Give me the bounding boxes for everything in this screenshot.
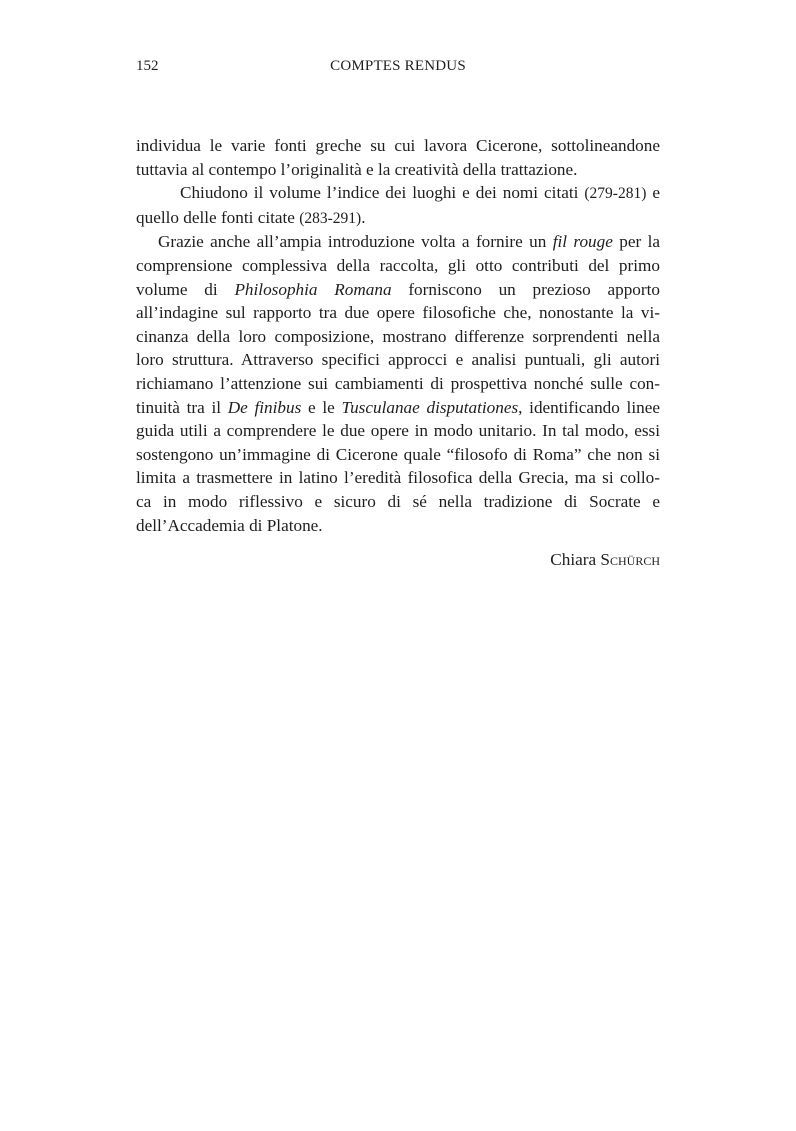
- italic-title: Philosophia Romana: [234, 279, 392, 299]
- running-head: [136, 58, 660, 78]
- paragraph-2: [136, 181, 660, 230]
- text-line: comprensione complessiva della raccolta, gli otto contributi del primo: [136, 255, 660, 275]
- author-first-name: Chiara: [550, 550, 597, 569]
- italic-title: De finibus: [227, 397, 302, 417]
- text-line: limita a trasmettere in latino l’eredità filosofica della Grecia, ma si collo-: [136, 468, 660, 488]
- text-line: individua le varie fonti greche su cui lavora Cicerone, sottolineandone: [136, 136, 660, 155]
- author-signature: [550, 550, 660, 570]
- text-line: richiamano l’attenzione sui cambiamenti di prospettiva nonché sulle con-: [136, 373, 660, 393]
- text-line: all’indagine sul rapporto tra due opere filosofiche che, nonostante la vi-: [136, 303, 660, 323]
- author-last-name: Schürch: [600, 550, 660, 569]
- text-line: cinanza della loro composizione, mostrano differenze sorprendenti nella: [136, 326, 660, 346]
- text-line: tuttavia al contempo l’originalità e la creatività della trattazione.: [136, 159, 578, 179]
- text-line: Chiudono il volume l’indice dei luoghi e dei nomi citati (279-281) e: [180, 183, 660, 203]
- text-line: ca in modo riflessivo e sicuro di sé nella tradizione di Socrate e: [136, 491, 660, 511]
- running-title: COMPTES RENDUS: [330, 58, 466, 74]
- page-range: (279-281): [584, 185, 647, 203]
- review-body: [136, 134, 660, 537]
- text-line: quello delle fonti citate (283-291).: [136, 207, 366, 227]
- italic-title: Tusculanae disputationes: [341, 397, 519, 417]
- paragraph-1: [136, 134, 660, 181]
- page-range: (283-291): [299, 209, 362, 227]
- text-line: tinuità tra il De finibus e le Tusculanae disputationes, identificando linee: [136, 397, 660, 417]
- text-line: dell’Accademia di Platone.: [136, 515, 323, 535]
- text-line: guida utili a comprendere le due opere in modo unitario. In tal modo, essi: [136, 421, 660, 441]
- text-line: Grazie anche all’ampia introduzione volta a fornire un fil rouge per la: [158, 232, 660, 252]
- text-line: loro struttura. Attraverso specifici approcci e analisi puntuali, gli autori: [136, 350, 660, 370]
- text-line: sostengono un’immagine di Cicerone quale “filosofo di Roma” che non si: [136, 444, 660, 464]
- page-number: 152: [136, 58, 159, 74]
- text-line: volume di Philosophia Romana forniscono un prezioso apporto: [136, 279, 660, 299]
- paragraph-3: [136, 230, 660, 537]
- italic-term: fil rouge: [552, 232, 613, 252]
